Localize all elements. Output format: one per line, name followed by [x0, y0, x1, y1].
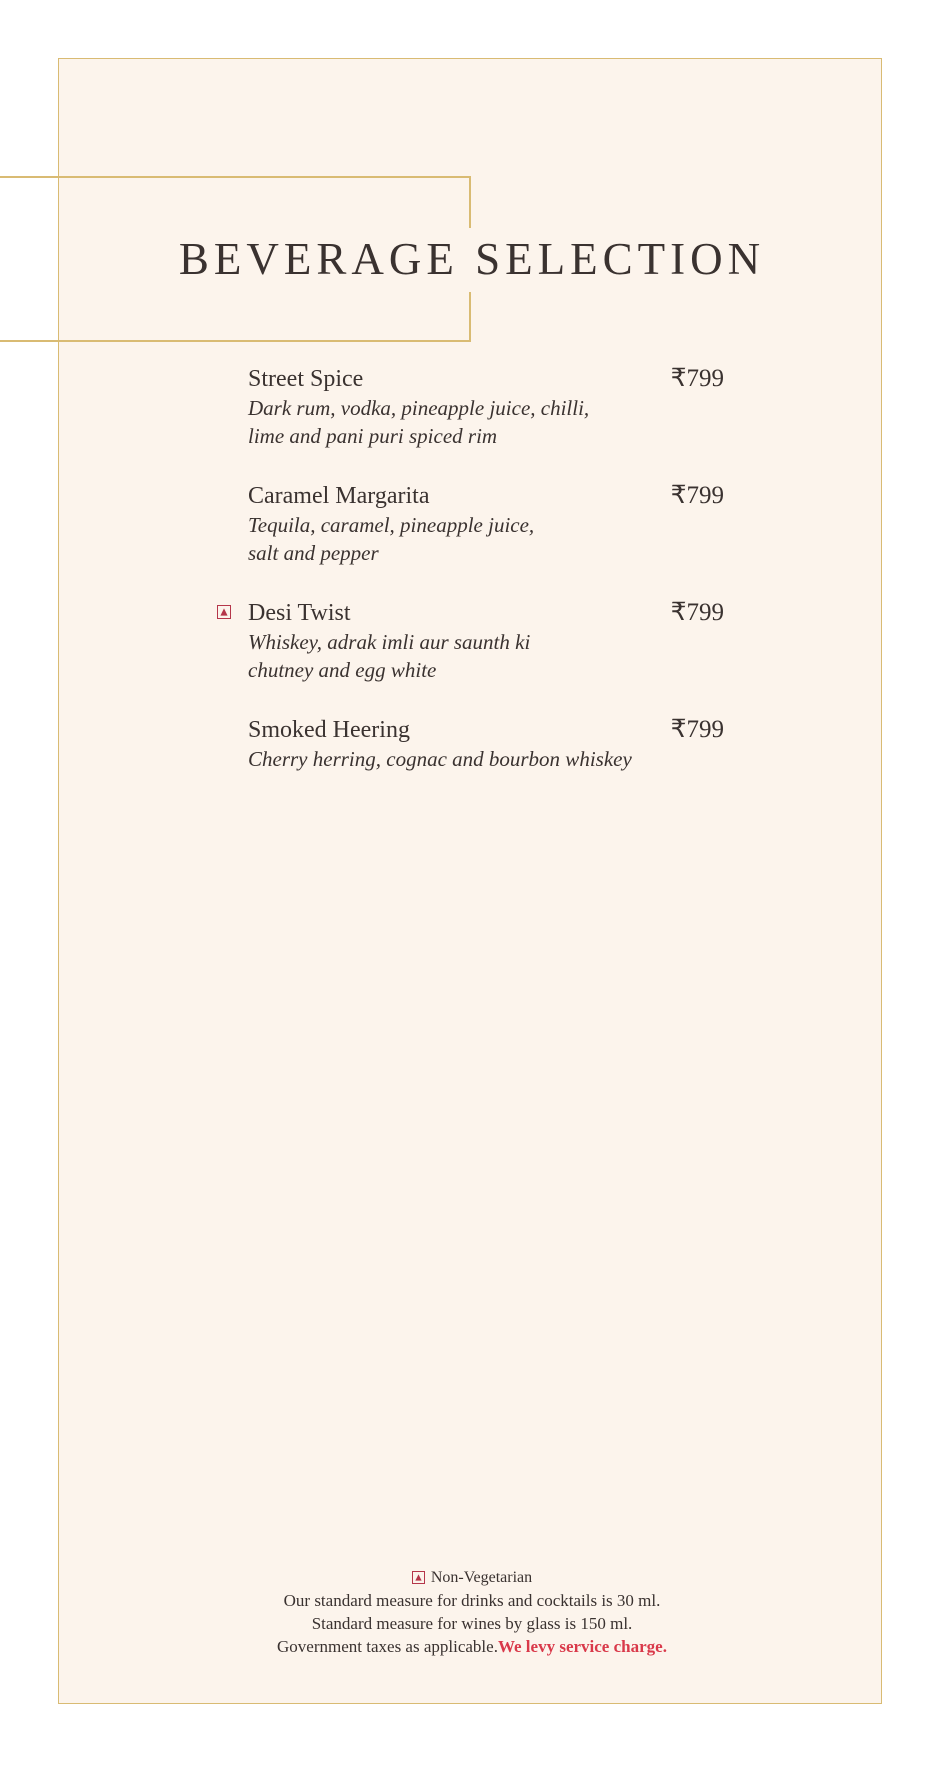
item-price: ₹799	[670, 365, 724, 392]
item-name: Desi Twist	[248, 600, 351, 626]
item-description: Whiskey, adrak imli aur saunth ki chutney and egg white	[248, 630, 531, 682]
footer-line: Standard measure for wines by glass is 150 ml.	[311, 1614, 633, 1633]
non-vegetarian-icon	[412, 1571, 425, 1584]
non-vegetarian-icon	[217, 605, 231, 619]
item-price: ₹799	[670, 716, 724, 743]
title-frame-right-lower	[469, 292, 471, 342]
menu-item	[248, 598, 724, 684]
legend-label: Non-Vegetarian	[430, 1569, 533, 1586]
menu-item	[248, 364, 724, 450]
title-frame-bottom	[0, 340, 470, 342]
item-price: ₹799	[670, 599, 724, 626]
service-charge-note: We levy service charge.	[497, 1637, 667, 1656]
menu-item	[248, 481, 724, 567]
item-description: Cherry herring, cognac and bourbon whiskey	[248, 747, 632, 771]
footer-line: Our standard measure for drinks and cocktails is 30 ml.	[283, 1591, 661, 1610]
title-frame-top	[0, 176, 470, 178]
item-description: Tequila, caramel, pineapple juice, salt and pepper	[248, 513, 535, 565]
non-veg-legend	[412, 1566, 532, 1589]
footer-notes	[0, 1564, 944, 1658]
item-name: Caramel Margarita	[248, 483, 430, 509]
footer-line: Government taxes as applicable.	[277, 1637, 498, 1656]
title-frame-right-upper	[469, 176, 471, 228]
item-name: Smoked Heering	[248, 717, 410, 743]
item-description: Dark rum, vodka, pineapple juice, chilli, lime and pani puri spiced rim	[248, 396, 590, 448]
page-title: BEVERAGE SELECTION	[178, 234, 766, 284]
item-name: Street Spice	[248, 366, 364, 392]
menu-item	[248, 715, 724, 773]
item-price: ₹799	[670, 482, 724, 509]
